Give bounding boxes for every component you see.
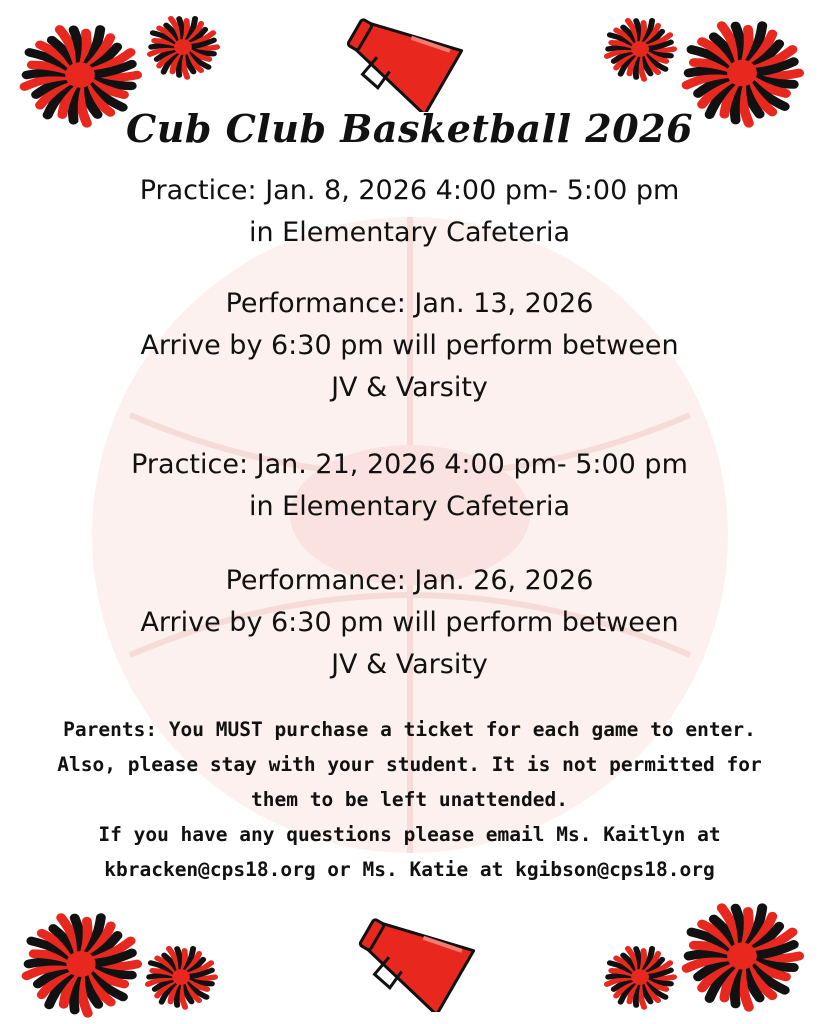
megaphone-icon — [352, 906, 484, 1012]
notice-line: Parents: You MUST purchase a ticket for each game to enter. — [63, 718, 756, 741]
megaphone-icon — [340, 6, 472, 112]
event-line: Practice: Jan. 21, 2026 4:00 pm- 5:00 pm — [131, 449, 688, 480]
event-line: JV & Varsity — [331, 649, 488, 680]
notice-line: Also, please stay with your student. It is not permitted for — [57, 753, 762, 776]
pompom-icon — [603, 16, 677, 82]
event-line: Practice: Jan. 8, 2026 4:00 pm- 5:00 pm — [139, 175, 680, 206]
event-line: in Elementary Cafeteria — [248, 491, 571, 522]
pompom-icon — [603, 944, 677, 1010]
parent-notice — [0, 712, 819, 887]
event-line: Performance: Jan. 13, 2026 — [225, 288, 594, 319]
event-performance-1 — [0, 283, 819, 409]
notice-line: kbracken@cps18.org or Ms. Katie at kgibson@cps18.org — [104, 858, 715, 881]
event-practice-1 — [0, 170, 819, 254]
pompom-icon — [20, 910, 142, 1018]
pompom-icon — [144, 944, 218, 1010]
event-line: Arrive by 6:30 pm will perform between — [140, 607, 679, 638]
event-line: in Elementary Cafeteria — [248, 217, 571, 248]
notice-line: If you have any questions please email Ms. Kaitlyn at — [98, 823, 721, 846]
event-line: Arrive by 6:30 pm will perform between — [140, 330, 679, 361]
page-title: Cub Club Basketball 2026 — [125, 106, 694, 151]
event-line: JV & Varsity — [331, 372, 488, 403]
notice-line: them to be left unattended. — [251, 788, 568, 811]
event-line: Performance: Jan. 26, 2026 — [225, 565, 594, 596]
event-performance-2 — [0, 560, 819, 686]
pompom-icon — [680, 900, 804, 1012]
pompom-icon — [146, 14, 220, 80]
event-practice-2 — [0, 444, 819, 528]
